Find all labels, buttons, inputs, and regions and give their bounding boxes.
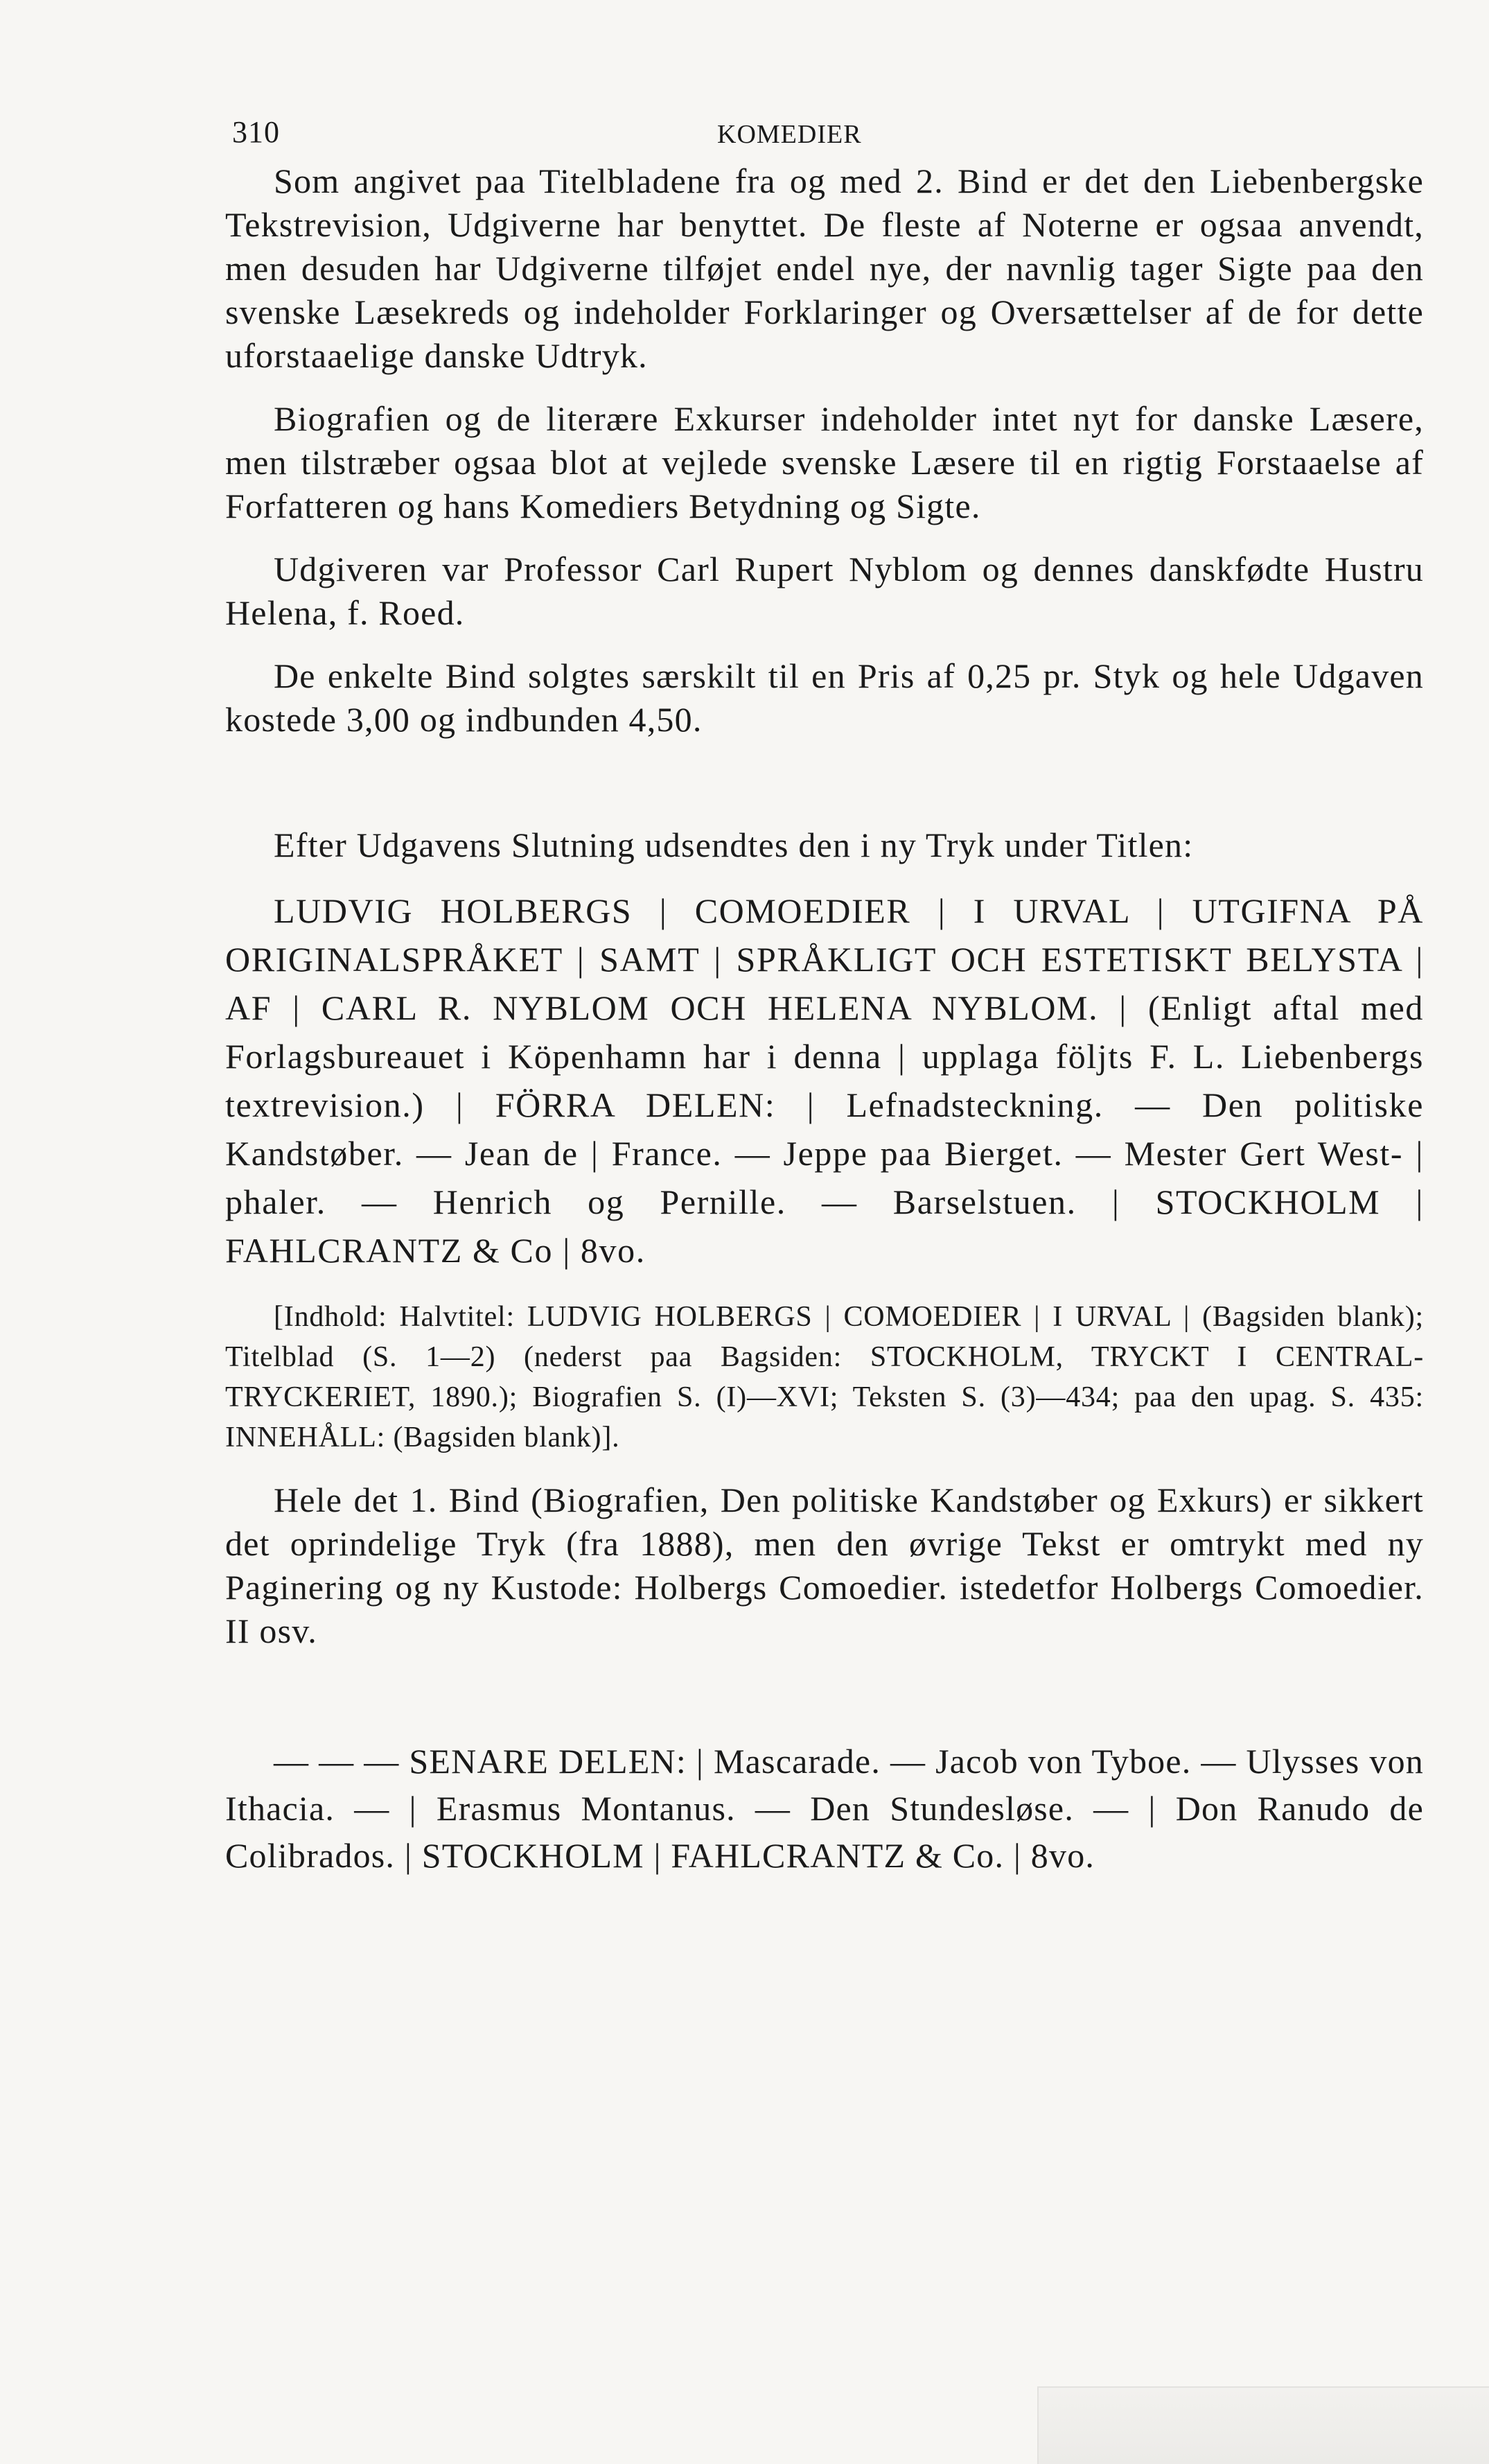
- paragraph-price: De enkelte Bind solgtes særskilt til en Pris af 0,25 pr. Styk og hele Udgaven kostede 3,00 og indbunden 4,50.: [225, 656, 1424, 739]
- paragraph-reprint: Hele det 1. Bind (Biografien, Den politiske Kandstøber og Exkurs) er sikkert det oprindelige Tryk (fra 1888), men den øvrige Tekst er omtrykt med ny Paginering og ny Kustode: Holbergs Comoedier. istedetfor Holbergs Comoedier. II osv.: [225, 1480, 1424, 1650]
- running-title: KOMEDIER: [717, 120, 862, 149]
- paragraph-new-print: Efter Udgavens Slutning udsendtes den i ny Tryk under Titlen:: [274, 825, 1194, 864]
- paragraph-editor: Udgiveren var Professor Carl Rupert Nyblom og dennes danskfødte Hustru Helena, f. Roed.: [225, 550, 1424, 632]
- paragraph-biography: Biografien og de literære Exkurser indeholder intet nyt for danske Læsere, men tilstræber ogsaa blot at vejlede svenske Læsere til en rigtig Forstaaelse af Forfatteren og hans Komediers Betydning og Sigte.: [225, 399, 1424, 525]
- title-transcription-second-part: — — — SENARE DELEN: | Mascarade. — Jacob von Tyboe. — Ulysses von Ithacia. — | Erasmus Montanus. — Den Stundesløse. — | Don Ranudo de Colibrados. | STOCKHOLM | FAHLCRANTZ & Co. | 8vo.: [225, 1742, 1424, 1875]
- title-transcription-first-part: LUDVIG HOLBERGS | COMOEDIER | I URVAL | UTGIFNA PÅ ORIGINALSPRÅKET | SAMT | SPRÅKLIGT OCH ESTETISKT BELYSTA | AF | CARL R. NYBLOM OCH HELENA NYBLOM. | (Enligt aftal med Forlagsbureauet i Köpenhamn har i denna | upplaga följts F. L. Liebenbergs textrevision.) | FÖRRA DELEN: | Lefnadsteckning. — Den politiske Kandstøber. — Jean de | France. — Jeppe paa Bierget. — Mester Gert West- | phaler. — Henrich og Pernille. — Barselstuen. | STOCKHOLM | FAHLCRANTZ & Co | 8vo.: [225, 891, 1424, 1270]
- page-number: 310: [232, 115, 280, 149]
- book-page: [225, 97, 1424, 1879]
- paragraph-text-revision: Som angivet paa Titelbladene fra og med 2. Bind er det den Liebenbergske Tekstrevision, Udgiverne har benyttet. De fleste af Noterne er ogsaa anvendt, men desuden har Udgiverne tilføjet endel nye, der navnlig tager Sigte paa den svenske Læsekreds og indeholder Forklaringer og Oversættelser af de for dette uforstaaelige danske Udtryk.: [225, 161, 1424, 375]
- contents-note: [Indhold: Halvtitel: LUDVIG HOLBERGS | COMOEDIER | I URVAL | (Bagsiden blank); Titelblad (S. 1—2) (nederst paa Bagsiden: STOCKHOLM, TRYCKT I CENTRAL-TRYCKERIET, 1890.); Biografien S. (I)—XVI; Teksten S. (3)—434; paa den upag. S. 435: INNEHÅLL: (Bagsiden blank)].: [225, 1301, 1424, 1453]
- scan-corner-shadow: [1037, 2386, 1489, 2464]
- running-head: [225, 97, 1424, 159]
